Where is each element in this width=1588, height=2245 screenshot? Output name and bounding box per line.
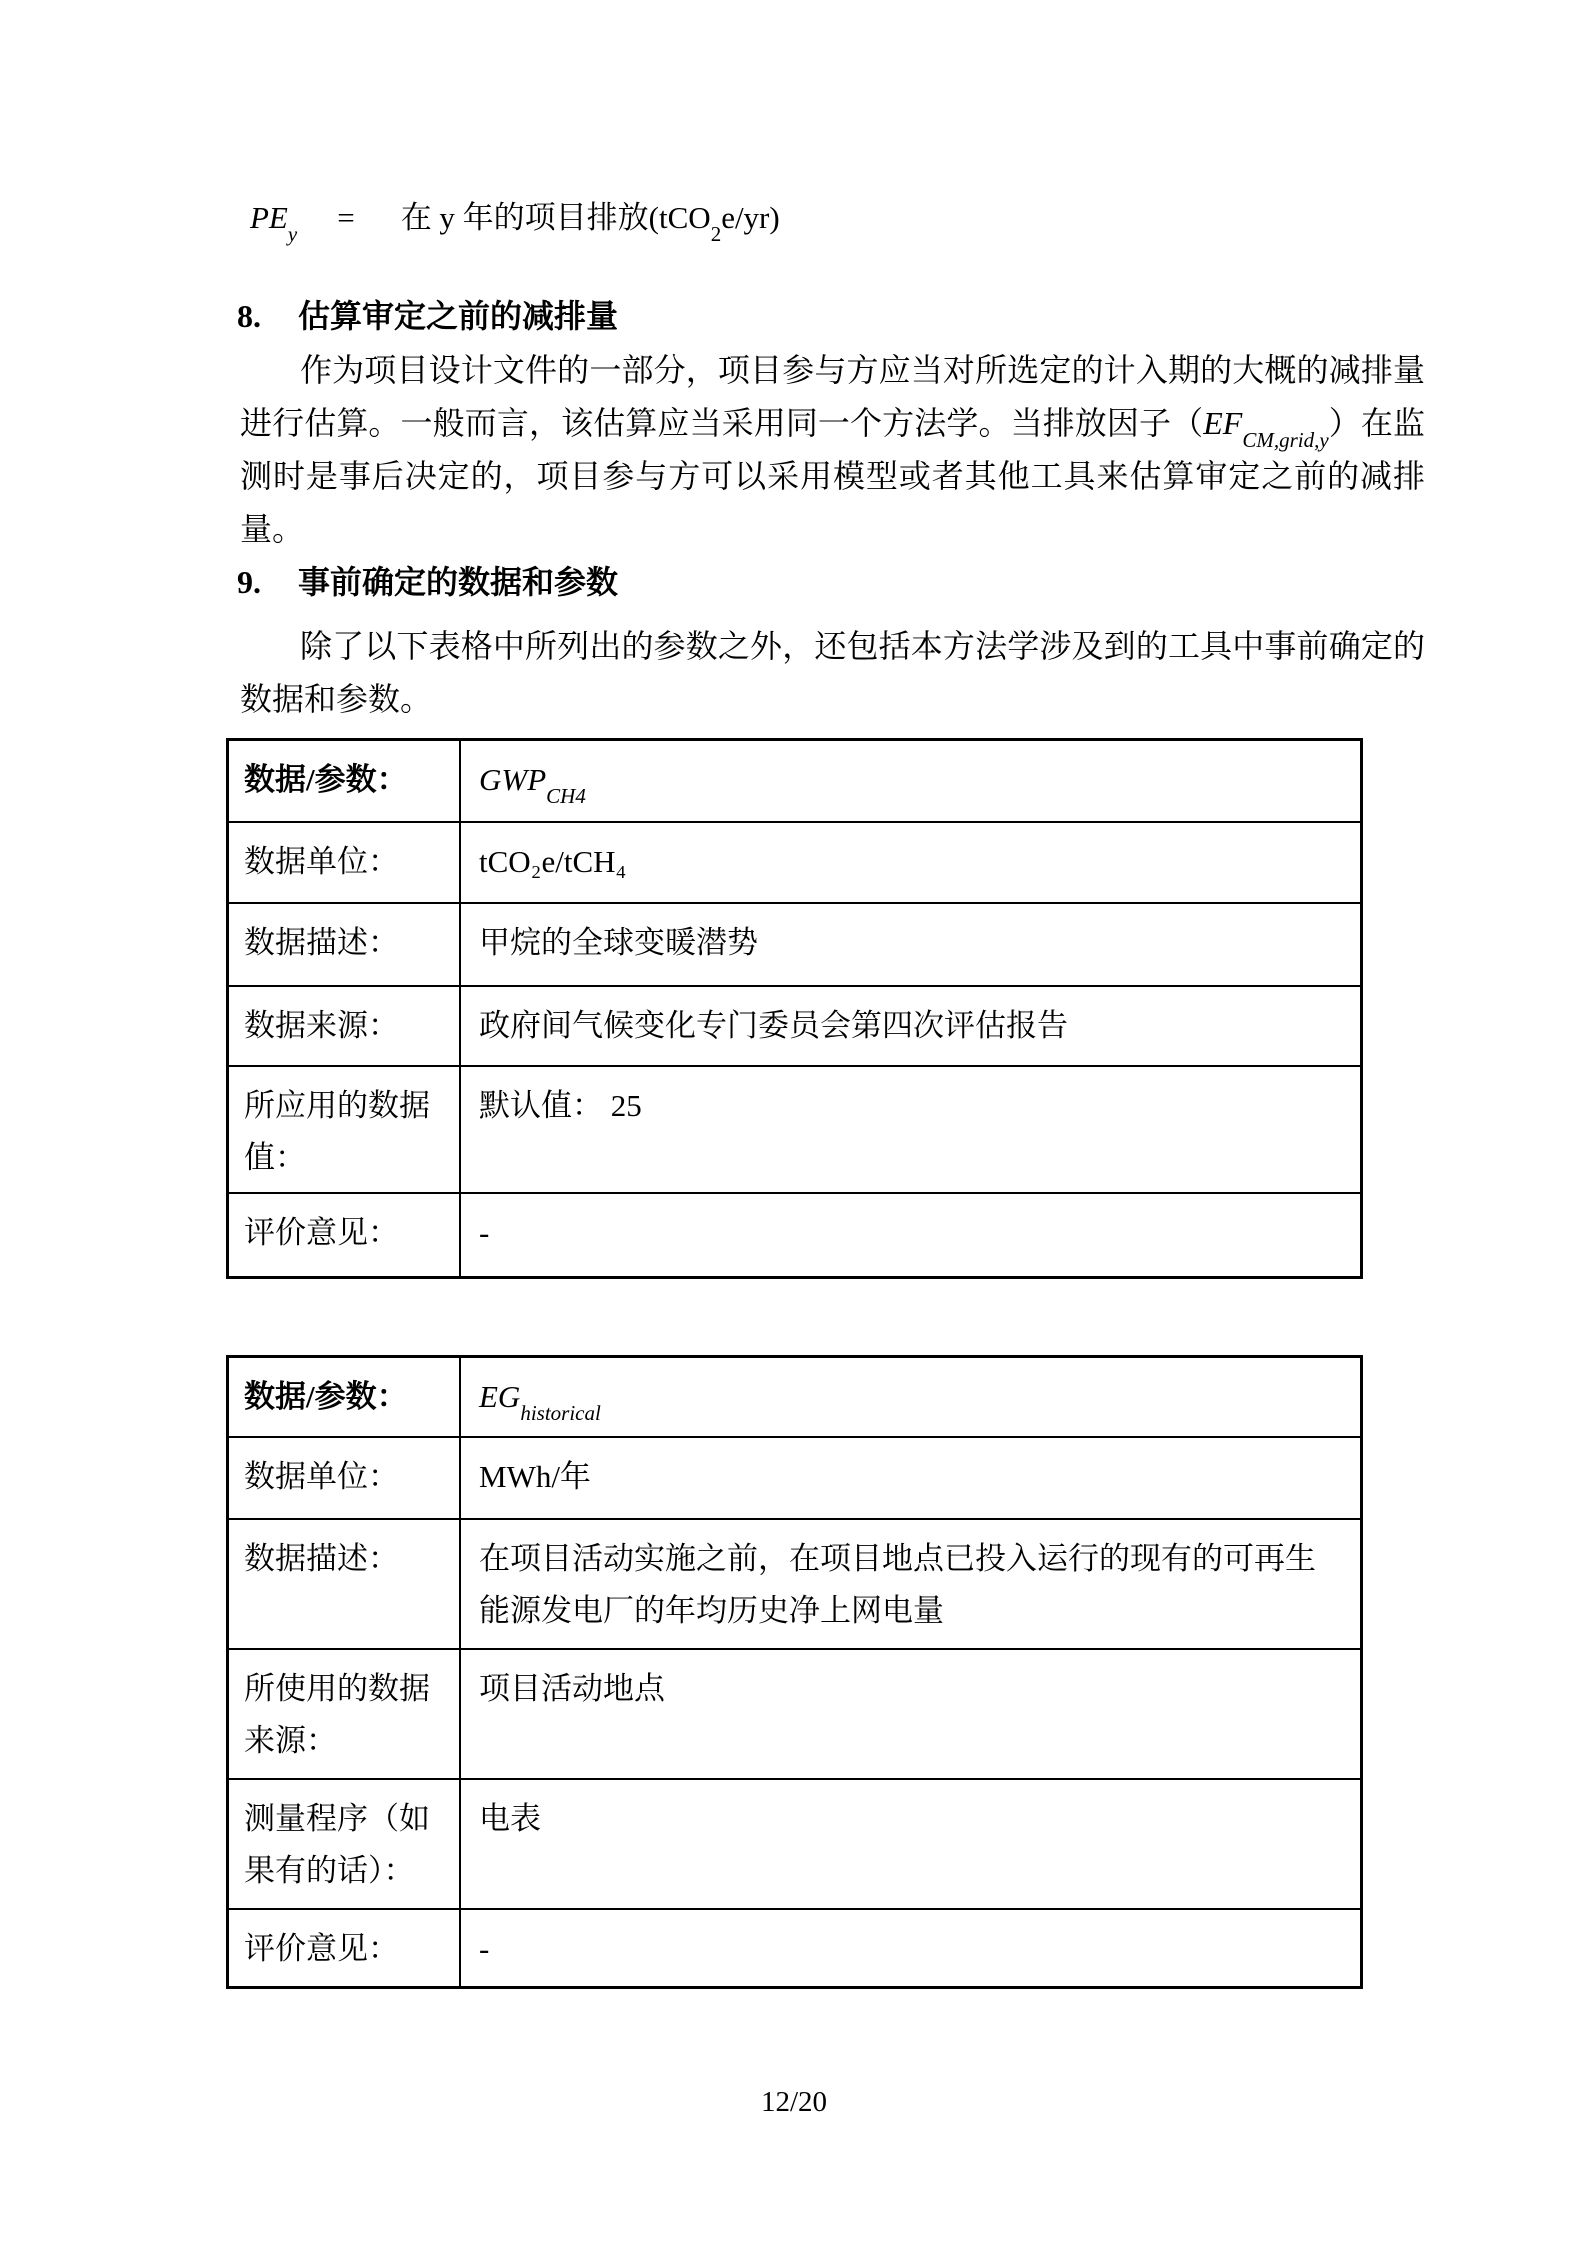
section-9-heading: [237, 562, 618, 602]
row-label: 所应用的数据值：: [229, 1067, 461, 1192]
row-label: 数据描述：: [229, 1520, 461, 1648]
parameter-table-eg-historical: [226, 1355, 1363, 1989]
section-8-heading: [237, 296, 618, 336]
section-9-title: 事前确定的数据和参数: [298, 564, 619, 600]
section-8-text-post: ）在监测时是事后决定的，项目参与方可以采用模型或者其他工具来估算审定之前的减排量。: [240, 405, 1425, 547]
equals-sign: =: [337, 200, 355, 235]
table-row: [229, 1778, 1360, 1908]
formula-lhs-subscript: y: [287, 222, 298, 247]
param-subscript: historical: [520, 1401, 601, 1426]
table-row: [229, 741, 1360, 821]
formula-rhs-text: 在 y 年的项目排放(tCO: [400, 200, 711, 235]
row-label: 数据单位：: [229, 1438, 461, 1518]
page-number: 12/20: [760, 2086, 828, 2118]
row-value: -: [479, 1931, 490, 1966]
row-value: tCO₂e/tCH₄: [479, 844, 627, 879]
row-label: 数据描述：: [229, 904, 461, 985]
section-8-paragraph: [240, 344, 1425, 556]
row-value: MWh/年: [479, 1459, 591, 1494]
param-header-value: $GWP_{CH4}$: [479, 762, 586, 809]
formula-lhs: $PE_y$: [250, 200, 298, 247]
section-9-paragraph: [240, 620, 1425, 726]
param-header-label: 数据/参数：: [229, 1358, 461, 1436]
table-row: [229, 985, 1360, 1065]
section-9-text: 除了以下表格中所列出的参数之外，还包括本方法学涉及到的工具中事前确定的数据和参数。: [240, 628, 1425, 717]
parameter-table-gwp-ch4: [226, 738, 1363, 1279]
row-label: 评价意见：: [229, 1194, 461, 1276]
param-header-label: 数据/参数：: [229, 741, 461, 821]
ef-symbol-subscript: CM,grid,y: [1242, 428, 1329, 453]
row-value: 政府间气候变化专门委员会第四次评估报告: [479, 1008, 1068, 1043]
ef-symbol: $EF_{CM,grid,y}$: [1203, 405, 1329, 453]
formula-line: [250, 196, 780, 247]
row-value: 项目活动地点: [479, 1671, 665, 1706]
table-row: [229, 902, 1360, 985]
row-value: 电表: [479, 1801, 541, 1836]
section-8-title: 估算审定之前的减排量: [298, 298, 619, 334]
row-value: 甲烷的全球变暖潜势: [479, 925, 758, 960]
row-label: 数据来源：: [229, 987, 461, 1065]
table-row: [229, 1192, 1360, 1276]
row-value: -: [479, 1215, 490, 1250]
formula-rhs-unit: e/yr): [721, 200, 780, 235]
table-row: [229, 1436, 1360, 1518]
table-row: [229, 1648, 1360, 1778]
formula-rhs-subscript: 2: [710, 222, 722, 247]
param-header-value: $EG_{historical}$: [479, 1379, 601, 1426]
row-label: 所使用的数据来源：: [229, 1650, 461, 1778]
formula-rhs: [400, 200, 780, 247]
row-label: 数据单位：: [229, 823, 461, 902]
row-label: 测量程序（如果有的话）：: [229, 1780, 461, 1908]
section-8-number: 8.: [237, 298, 261, 334]
param-subscript: CH4: [546, 784, 586, 809]
table-row: [229, 1065, 1360, 1192]
table-row: [229, 1908, 1360, 1986]
table-row: [229, 1518, 1360, 1648]
section-8-text-pre: 作为项目设计文件的一部分，项目参与方应当对所选定的计入期的大概的减排量进行估算。一般而言，该估算应当采用同一个方法学。当排放因子（: [240, 352, 1425, 441]
row-label: 评价意见：: [229, 1910, 461, 1986]
table-row: [229, 1358, 1360, 1436]
row-value: 在项目活动实施之前，在项目地点已投入运行的现有的可再生能源发电厂的年均历史净上网电量: [479, 1541, 1316, 1628]
row-value: 默认值： 25: [479, 1088, 642, 1123]
table-row: [229, 821, 1360, 902]
section-9-number: 9.: [237, 564, 261, 600]
